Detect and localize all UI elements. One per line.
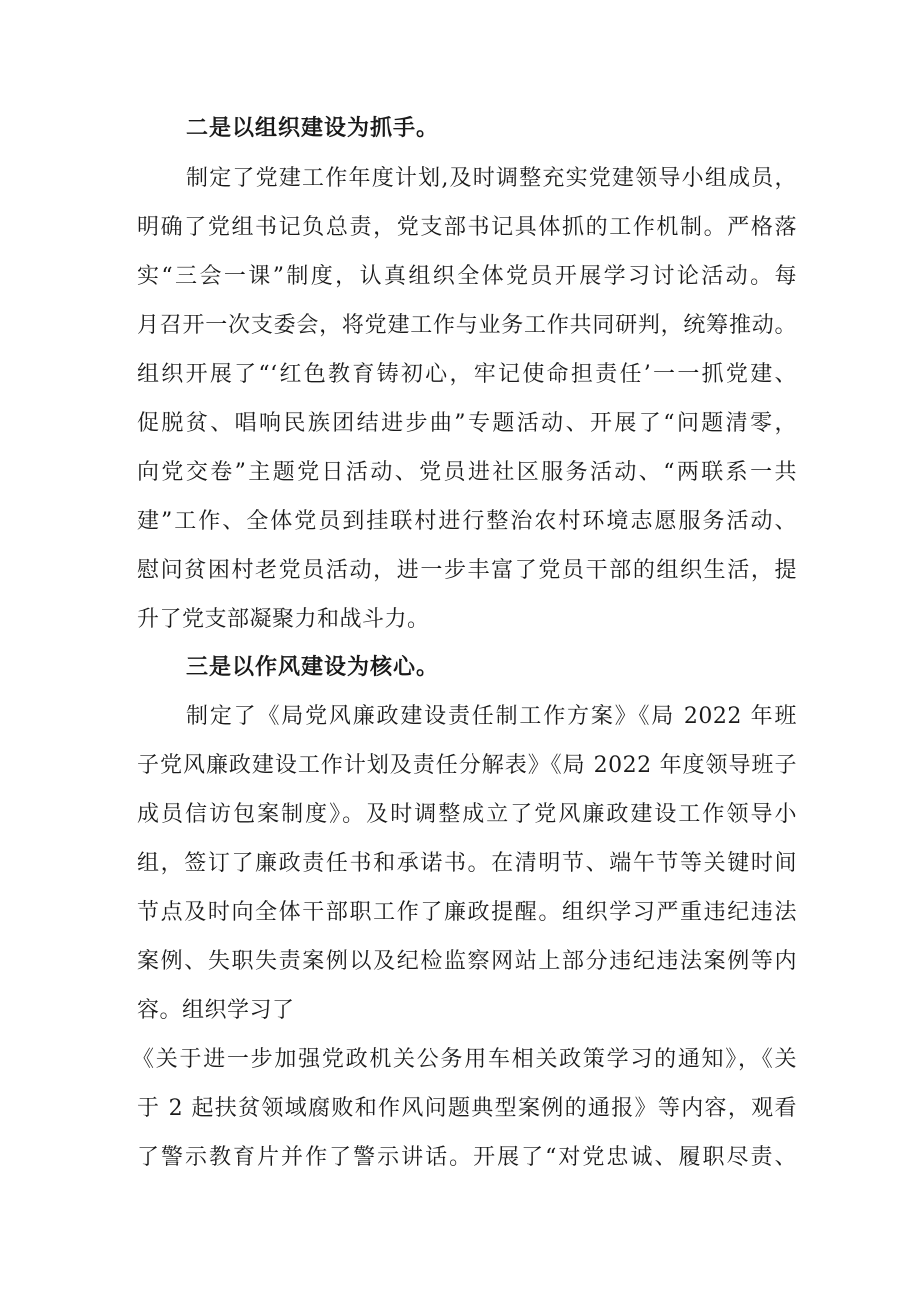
paragraph-line: 《关于进一步加强党政机关公务用车相关政策学习的通知》，《关 bbox=[132, 1047, 797, 1072]
paragraph-line: 向党交卷”主题党日活动、党员进社区服务活动、“两联系一共 bbox=[137, 460, 797, 485]
paragraph-line: 组织开展了“‘红色教育铸初心，牢记使命担责任’一一抓党建、 bbox=[137, 362, 797, 387]
paragraph-line: 成员信访包案制度》。及时调整成立了党风廉政建设工作领导小 bbox=[137, 802, 797, 827]
paragraph-line: 于 2 起扶贫领域腐败和作风问题典型案例的通报》等内容，观看 bbox=[137, 1096, 797, 1121]
section-heading-organization: 二是以组织建设为抓手。 bbox=[186, 115, 440, 141]
paragraph-line: 案例、失职失责案例以及纪检监察网站上部分违纪违法案例等内 bbox=[137, 949, 797, 974]
paragraph-line: 促脱贫、唱响民族团结进步曲”专题活动、开展了“问题清零， bbox=[137, 411, 797, 436]
paragraph-line: 制定了《局党风廉政建设责任制工作方案》《局 2022 年班 bbox=[186, 704, 797, 729]
paragraph-line: 明确了党组书记负总责，党支部书记具体抓的工作机制。严格落 bbox=[137, 215, 797, 240]
paragraph-line: 节点及时向全体干部职工作了廉政提醒。组织学习严重违纪违法 bbox=[137, 900, 797, 925]
paragraph-line: 制定了党建工作年度计划,及时调整充实党建领导小组成员， bbox=[186, 166, 797, 191]
paragraph-line: 慰问贫困村老党员活动，进一步丰富了党员干部的组织生活，提 bbox=[137, 558, 797, 583]
section-heading-conduct: 三是以作风建设为核心。 bbox=[186, 654, 440, 680]
paragraph-line: 实“三会一课”制度，认真组织全体党员开展学习讨论活动。每 bbox=[137, 264, 797, 289]
paragraph-line: 了警示教育片并作了警示讲话。开展了“对党忠诚、履职尽责、 bbox=[137, 1145, 797, 1170]
paragraph-line: 月召开一次支委会，将党建工作与业务工作共同研判，统筹推动。 bbox=[137, 313, 797, 338]
paragraph-line: 子党风廉政建设工作计划及责任分解表》《局 2022 年度领导班子 bbox=[137, 753, 797, 778]
paragraph-line: 组，签订了廉政责任书和承诺书。在清明节、端午节等关键时间 bbox=[137, 851, 797, 876]
paragraph-line: 容。组织学习了 bbox=[137, 998, 295, 1023]
paragraph-line: 建”工作、全体党员到挂联村进行整治农村环境志愿服务活动、 bbox=[137, 509, 797, 534]
paragraph-line: 升了党支部凝聚力和战斗力。 bbox=[137, 607, 430, 632]
